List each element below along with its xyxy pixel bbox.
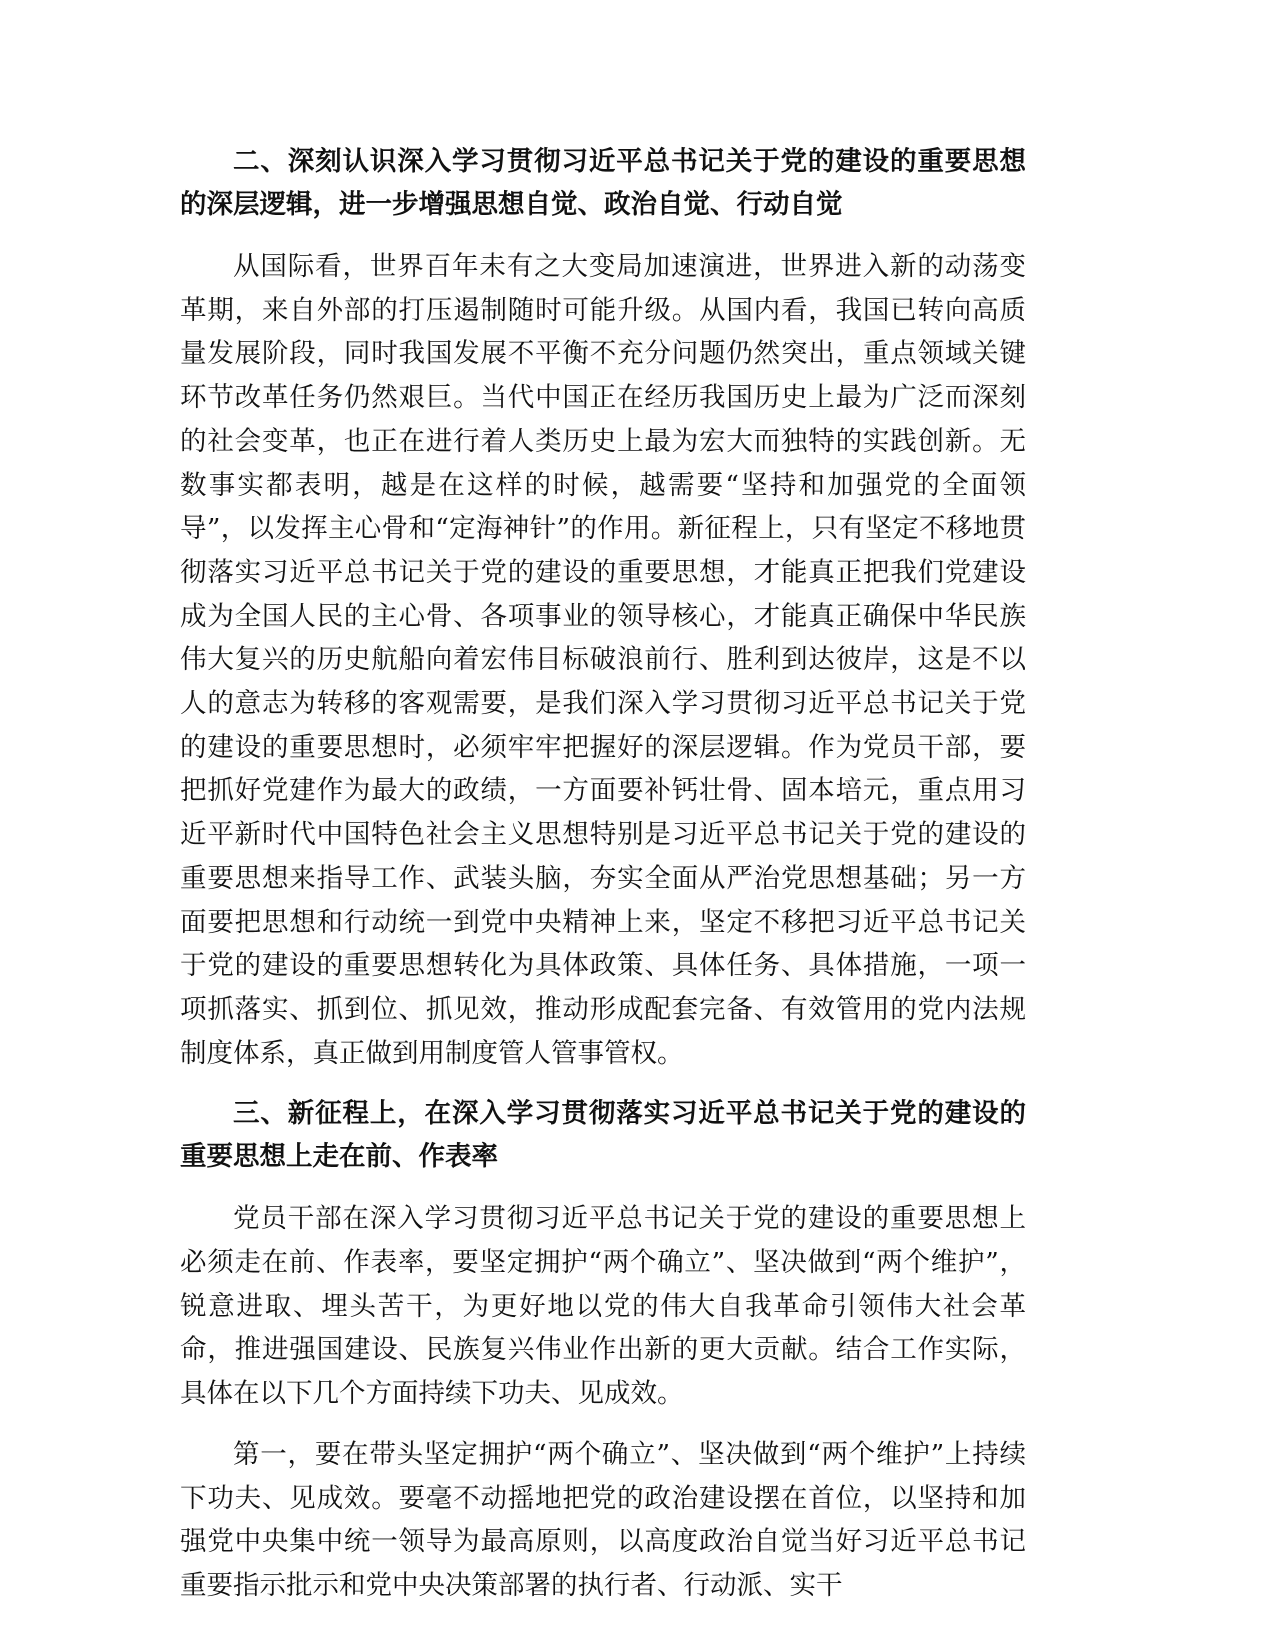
section-two-paragraph: 从国际看，世界百年未有之大变局加速演进，世界进入新的动荡变革期，来自外部的打压遏制随时可能升级。从国内看，我国已转向高质量发展阶段，同时我国发展不平衡不充分问题仍然突出，重点领域关键环节改革任务仍然艰巨。当代中国正在经历我国历史上最为广泛而深刻的社会变革，也正在进行着人类历史上最为宏大而独特的实践创新。无数事实都表明，越是在这样的时候，越需要“坚持和加强党的全面领导”，以发挥主心骨和“定海神针”的作用。新征程上，只有坚定不移地贯彻落实习近平总书记关于党的建设的重要思想，才能真正把我们党建设成为全国人民的主心骨、各项事业的领导核心，才能真正确保中华民族伟大复兴的历史航船向着宏伟目标破浪前行、胜利到达彼岸，这是不以人的意志为转移的客观需要，是我们深入学习贯彻习近平总书记关于党的建设的重要思想时，必须牢牢把握好的深层逻辑。作为党员干部，要把抓好党建作为最大的政绩，一方面要补钙壮骨、固本培元，重点用习近平新时代中国特色社会主义思想特别是习近平总书记关于党的建设的重要思想来指导工作、武装头脑，夯实全面从严治党思想基础；另一方面要把思想和行动统一到党中央精神上来，坚定不移把习近平总书记关于党的建设的重要思想转化为具体政策、具体任务、具体措施，一项一项抓落实、抓到位、抓见效，推动形成配套完备、有效管用的党内法规制度体系，真正做到用制度管人管事管权。 [180, 251, 1026, 1069]
section-heading-two: 二、深刻认识深入学习贯彻习近平总书记关于党的建设的重要思想的深层逻辑，进一步增强思想自觉、政治自觉、行动自觉 [180, 146, 1026, 220]
section-three-paragraph-2: 第一，要在带头坚定拥护“两个确立”、坚决做到“两个维护”上持续下功夫、见成效。要毫不动摇地把党的政治建设摆在首位，以坚持和加强党中央集中统一领导为最高原则，以高度政治自觉当好习近平总书记重要指示批示和党中央决策部署的执行者、行动派、实干 [180, 1438, 1026, 1601]
document-page [180, 140, 1026, 1625]
section-three-paragraph-1: 党员干部在深入学习贯彻习近平总书记关于党的建设的重要思想上必须走在前、作表率，要坚定拥护“两个确立”、坚决做到“两个维护”，锐意进取、埋头苦干，为更好地以党的伟大自我革命引领伟大社会革命，推进强国建设、民族复兴伟业作出新的更大贡献。结合工作实际，具体在以下几个方面持续下功夫、见成效。 [180, 1203, 1026, 1410]
section-heading-three: 三、新征程上，在深入学习贯彻落实习近平总书记关于党的建设的重要思想上走在前、作表率 [180, 1098, 1026, 1173]
